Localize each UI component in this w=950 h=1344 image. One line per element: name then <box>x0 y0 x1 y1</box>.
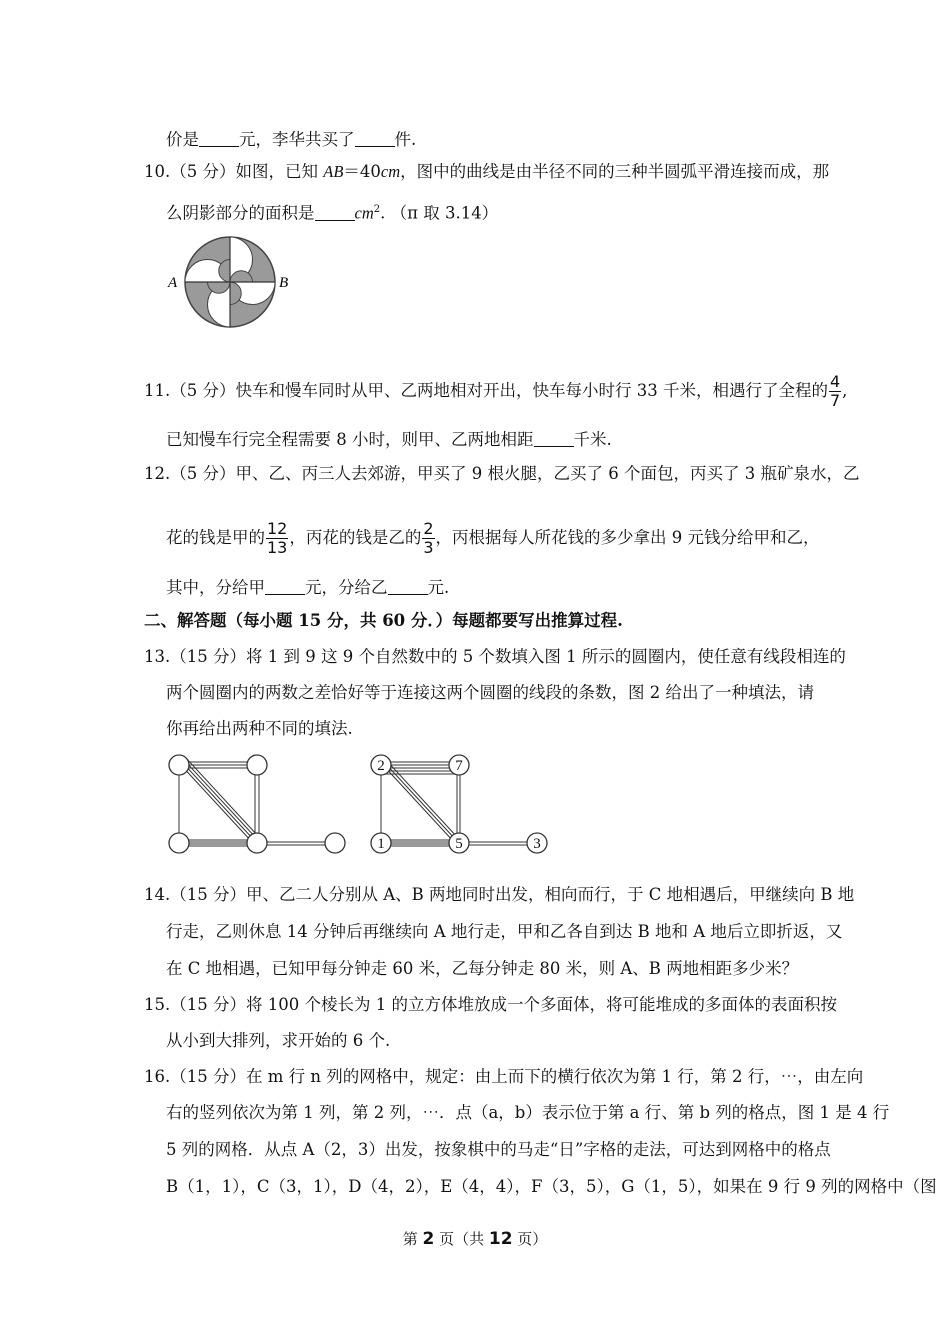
q11-comma: , <box>842 381 848 400</box>
node-label: 3 <box>533 836 541 852</box>
q12-text: ，丙花的钱是乙的 <box>289 528 422 547</box>
q10-text: 么阴影部分的面积是 <box>166 203 315 223</box>
answer-blank[interactable] <box>199 130 239 147</box>
node-label: 1 <box>377 836 385 852</box>
q10-text: ，图中的曲线是由半径不同的三种半圆弧平滑连接而成，那 <box>400 162 830 181</box>
q15-line-1: 15.（15 分）将 100 个棱长为 1 的立方体堆放成一个多面体，将可能堆成的多面体的表面积按 <box>144 995 837 1014</box>
total-pages: 12 <box>488 1229 513 1249</box>
section-heading: 二、解答题（每小题 15 分，共 60 分．）每题都要写出推算过程. <box>144 611 623 630</box>
answer-blank[interactable] <box>355 130 395 147</box>
fraction-4-7 <box>829 373 841 410</box>
q11-text: 千米. <box>573 430 612 449</box>
graph-figure-2 <box>368 754 558 864</box>
footer-text: 第 <box>402 1230 423 1248</box>
q10-unit: cm <box>354 203 374 223</box>
node-circle <box>325 833 345 853</box>
q11-line-2 <box>166 428 612 452</box>
q12-text: 花的钱是甲的 <box>166 528 265 547</box>
answer-blank[interactable] <box>534 430 574 447</box>
answer-blank[interactable] <box>265 578 305 595</box>
q9-answer-line <box>166 128 416 152</box>
frac-denominator: 13 <box>267 538 288 557</box>
footer-text: 页） <box>512 1230 548 1248</box>
q14-line-3: 在 C 地相遇，已知甲每分钟走 60 米，乙每分钟走 80 米，则 A、B 两地相距多少米？ <box>166 959 799 978</box>
q13-line-2: 两个圆圈内的两数之差恰好等于连接这两个圆圈的线段的条数，图 2 给出了一种填法，请 <box>166 683 814 702</box>
node-label: 2 <box>377 758 385 774</box>
q11-line-1 <box>144 373 847 410</box>
q10-text: ＝40 <box>343 162 381 181</box>
pinwheel-figure <box>166 232 289 342</box>
q16-line-3: 5 列的网格．从点 A（2，3）出发，按象棋中的马走“日”字格的走法，可达到网格中的格点 <box>166 1140 831 1159</box>
q10-line-2 <box>166 198 498 226</box>
footer-text: 页（共 <box>434 1230 489 1248</box>
q10-text: . （π 取 3.14） <box>380 203 499 223</box>
label-a: A <box>168 275 178 291</box>
answer-blank[interactable] <box>388 578 428 595</box>
q10-sup: 2 <box>373 204 381 215</box>
q9-text-c: 件. <box>394 130 417 149</box>
fraction-12-13 <box>266 520 288 557</box>
q12-text: 其中，分给甲 <box>166 578 265 597</box>
q13-line-1: 13.（15 分）将 1 到 9 这 9 个自然数中的 5 个数填入图 1 所示的圆圈内，使任意有线段相连的 <box>144 647 846 666</box>
q11-text: 已知慢车行完全程需要 8 小时，则甲、乙两地相距 <box>166 430 534 449</box>
q12-text: 元，分给乙 <box>305 578 388 597</box>
q12-text: 元. <box>427 578 450 597</box>
q10-var-ab: AB <box>323 162 344 181</box>
q9-text-b: 元，李华共买了 <box>239 130 355 149</box>
q12-line-1 <box>144 462 859 486</box>
q14-line-2: 行走，乙则休息 14 分钟后再继续向 A 地行走，甲和乙各自到达 B 地和 A 地后立即折返，又 <box>166 922 843 941</box>
frac-numerator: 2 <box>423 519 434 538</box>
node-label: 7 <box>455 758 463 774</box>
node-circle <box>169 833 189 853</box>
q16-line-1: 16.（15 分）在 m 行 n 列的网格中，规定：由上而下的横行依次为第 1 行，第 2 行，⋯，由左向 <box>144 1067 864 1086</box>
q12-line-2 <box>166 520 820 557</box>
fraction-2-3 <box>422 520 434 557</box>
q16-line-4: B（1，1），C（3，1），D（4，2），E（4，4），F（3，5），G（1，5），如果在 9 行 9 列的网格中（图 <box>166 1177 937 1196</box>
answer-blank[interactable] <box>315 204 355 221</box>
node-circle <box>169 755 189 775</box>
frac-denominator: 7 <box>829 391 841 410</box>
q10-line-1 <box>144 160 829 184</box>
graph-figure-1 <box>166 754 356 864</box>
node-circle <box>247 833 267 853</box>
q12-line-3 <box>166 576 449 600</box>
q13-line-3: 你再给出两种不同的填法. <box>166 719 353 738</box>
q12-text: ，丙根据每人所花钱的多少拿出 9 元钱分给甲和乙， <box>435 528 820 547</box>
frac-denominator: 3 <box>423 538 434 557</box>
q9-text-a: 价是 <box>166 130 199 149</box>
q14-line-1: 14.（15 分）甲、乙二人分别从 A、B 两地同时出发，相向而行，于 C 地相遇后，甲继续向 B 地 <box>144 885 855 904</box>
q12-text: 12.（5 分）甲、乙、丙三人去郊游，甲买了 9 根火腿，乙买了 6 个面包，丙买了 3 瓶矿泉水，乙 <box>144 464 860 483</box>
q11-text: 11.（5 分）快车和慢车同时从甲、乙两地相对开出，快车每小时行 33 千米，相遇行了全程的 <box>144 381 828 400</box>
frac-numerator: 4 <box>829 372 841 391</box>
q15-line-2: 从小到大排列，求开始的 6 个. <box>166 1031 391 1050</box>
node-label: 5 <box>455 836 463 852</box>
q10-text: 10.（5 分）如图，已知 <box>144 162 324 181</box>
label-b: B <box>279 275 289 291</box>
q16-line-2: 右的竖列依次为第 1 列，第 2 列，⋯．点（a，b）表示位于第 a 行、第 b 列的格点，图 1 是 4 行 <box>166 1103 890 1122</box>
frac-numerator: 12 <box>267 519 288 538</box>
node-circle <box>247 755 267 775</box>
q10-unit: cm <box>380 162 401 181</box>
page-footer <box>0 1228 950 1249</box>
page-number: 2 <box>422 1229 435 1249</box>
